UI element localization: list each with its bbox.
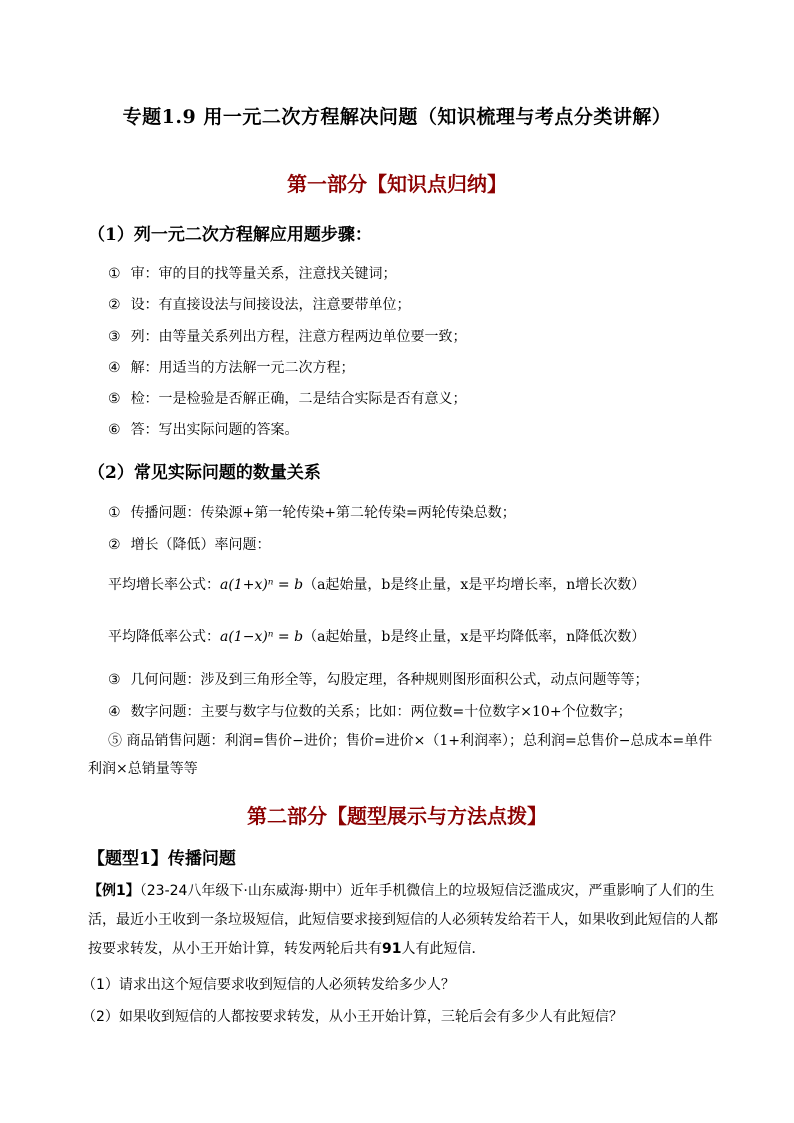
part2-heading: 第二部分【题型展示与方法点拨】 <box>247 804 547 828</box>
example-count: 91 <box>382 941 402 957</box>
relation-item: ① 传播问题：传染源+第一轮传染+第二轮传染=两轮传染总数； <box>108 505 516 521</box>
step-item: ⑥ 答：写出实际问题的答案。 <box>108 422 299 438</box>
example-source: （23-24八年级下·山东威海·期中） <box>139 883 351 899</box>
relation-item-5: ⑤ 商品销售问题：利润=售价−进价；售价=进价×（1+利润率）；总利润=总售价−总成本=单件利润×总销量等等 <box>88 733 713 777</box>
section1-heading: （1）列一元二次方程解应用题步骤： <box>88 225 372 245</box>
decline-formula-math: a(1−x)ⁿ = b <box>220 629 304 645</box>
part1-heading: 第一部分【知识点归纳】 <box>287 172 507 196</box>
step-item: ② 设：有直接设法与间接设法，注意要带单位； <box>108 297 411 313</box>
example-1: 【例1】（23-24八年级下·山东威海·期中）近年手机微信上的垃圾短信泛滥成灾，严重影响了人们的生活，最近小王收到一条垃圾短信，此短信要求接到短信的人必须转发给若干人，如果收到此短信的人都按要求转发，从小王开始计算，转发两轮后共有91人有此短信． <box>88 883 718 957</box>
step-item: ⑤ 检：一是检验是否解正确，二是结合实际是否有意义； <box>108 391 467 407</box>
growth-formula-math: a(1+x)ⁿ = b <box>220 577 304 593</box>
document-title: 专题1.9 用一元二次方程解决问题（知识梳理与考点分类讲解） <box>122 106 672 128</box>
step-item: ① 审：审的目的找等量关系，注意找关键词； <box>108 266 397 282</box>
example-tag: 【例1】 <box>88 883 140 899</box>
step-item: ④ 解：用适当的方法解一元二次方程； <box>108 360 355 376</box>
decline-formula: 平均降低率公式：a(1−x)ⁿ = b（a起始量，b是终止量，x是平均降低率，n降低次数） <box>108 629 646 645</box>
relation-item: ④ 数字问题：主要与数字与位数的关系；比如：两位数=十位数字×10+个位数字； <box>108 704 632 720</box>
type1-heading: 【题型1】传播问题 <box>88 849 236 869</box>
question-2: （2）如果收到短信的人都按要求转发，从小王开始计算，三轮后会有多少人有此短信？ <box>82 1009 623 1025</box>
relation-item: ③ 几何问题：涉及到三角形全等，勾股定理，各种规则图形面积公式，动点问题等等； <box>108 672 649 688</box>
growth-formula: 平均增长率公式：a(1+x)ⁿ = b（a起始量，b是终止量，x是平均增长率，n增长次数） <box>108 577 646 593</box>
section2-heading: （2）常见实际问题的数量关系 <box>88 463 321 483</box>
question-1: （1）请求出这个短信要求收到短信的人必须转发给多少人？ <box>82 977 455 993</box>
step-item: ③ 列：由等量关系列出方程，注意方程两边单位要一致； <box>108 329 467 345</box>
relation-item: ② 增长（降低）率问题： <box>108 537 271 553</box>
